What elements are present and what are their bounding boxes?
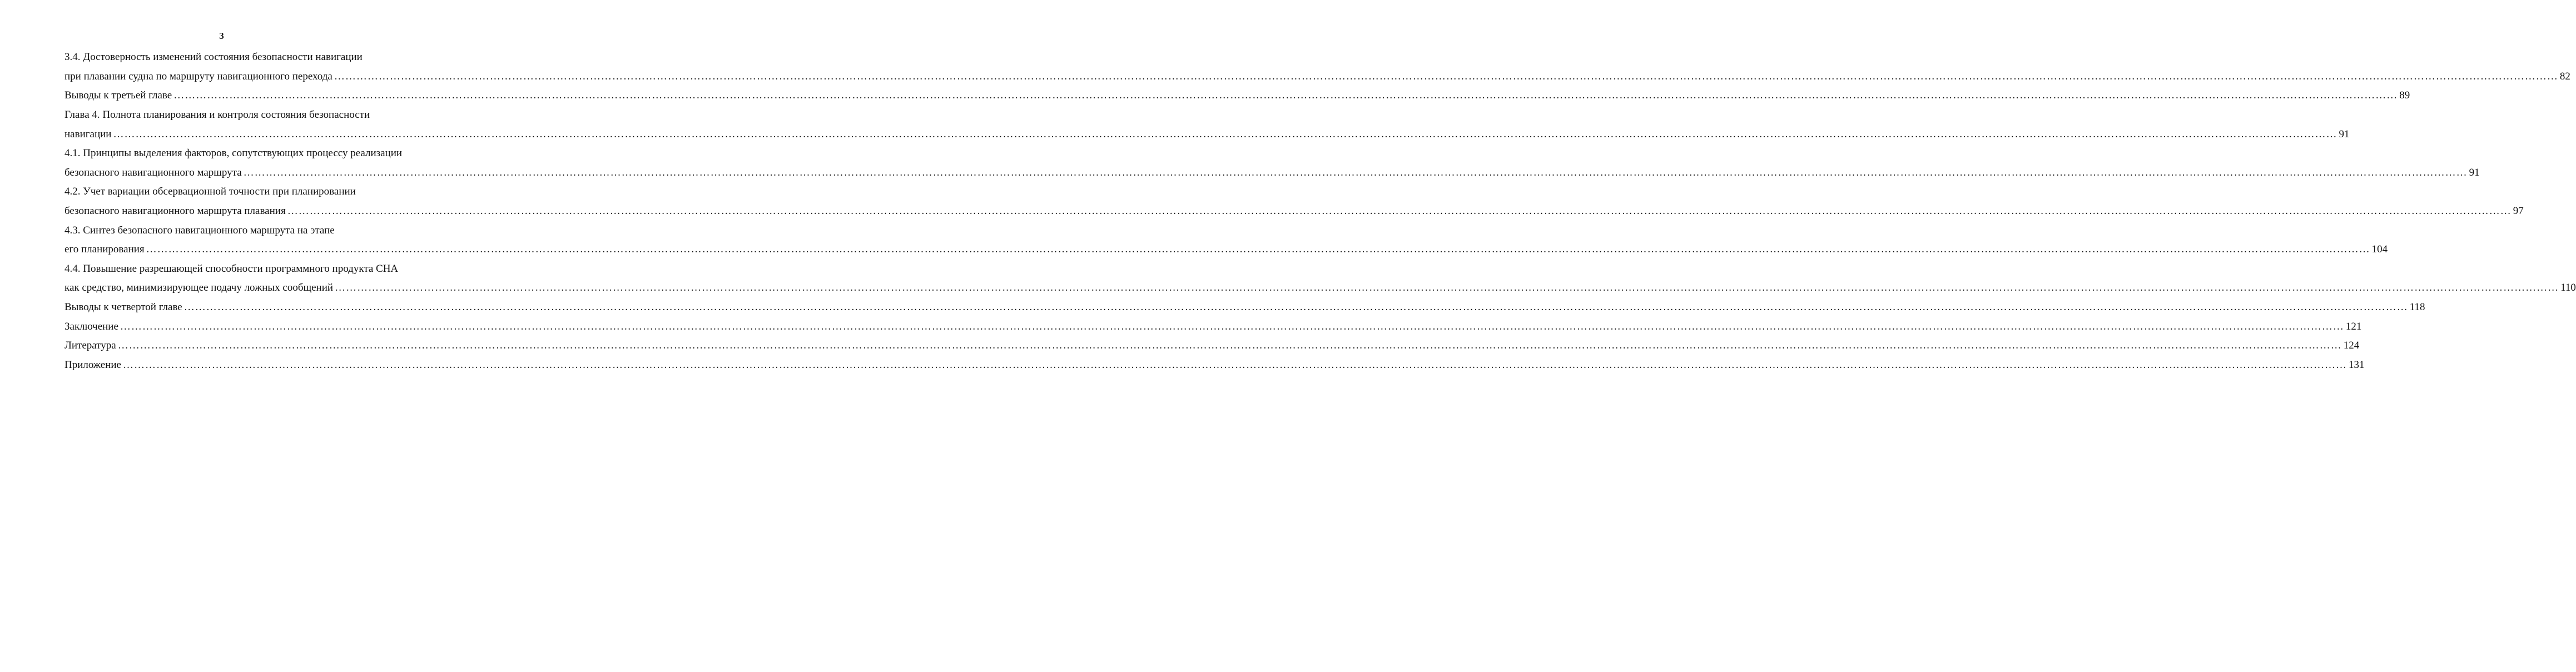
toc-entry[interactable] <box>64 86 2410 106</box>
toc-entry-leader-line <box>64 125 2350 144</box>
toc-entry-leader-line <box>64 240 2388 260</box>
toc-entry-title-line: 3.4. Достоверность изменений состояния безопасности навигации <box>64 51 363 63</box>
toc-entry-leader-line <box>64 336 2360 356</box>
toc-entry-title: при плавании судна по маршруту навигационного перехода <box>64 70 332 82</box>
toc-dot-leader: …………………………………………………………………………………………………………………………………………………………………………………………………………………………………………………………………………………………………………………………………………………………………………………………………………………………………………………………………………………………………………………………………………………… <box>183 301 2408 313</box>
toc-dot-leader: …………………………………………………………………………………………………………………………………………………………………………………………………………………………………………………………………………………………………………………………………………………………………………………………………………………………………………………………………………………………………………………………………………………… <box>334 70 2558 82</box>
toc-entry-page-number: 97 <box>2513 205 2524 217</box>
toc-entry-page-number: 118 <box>2409 301 2425 313</box>
page-number: 3 <box>219 31 224 41</box>
toc-entry-title-line: 4.1. Принципы выделения факторов, сопутствующих процессу реализации <box>64 147 403 160</box>
toc-entry-page-number: 91 <box>2339 128 2350 140</box>
toc-entry-title: его планирования <box>64 243 145 256</box>
toc-entry-title: Выводы к четвертой главе <box>64 301 182 313</box>
toc-entry-page-number: 124 <box>2343 340 2360 352</box>
toc-entry-title: безопасного навигационного маршрута плавания <box>64 205 286 217</box>
toc-dot-leader: …………………………………………………………………………………………………………………………………………………………………………………………………………………………………………………………………………………………………………………………………………………………………………………………………………………………………………………………………………………………………………………………………………………… <box>122 359 2347 371</box>
toc-entry-leader-line <box>64 67 2570 87</box>
toc-entry[interactable] <box>64 260 2576 298</box>
table-of-contents <box>64 48 2576 375</box>
toc-entry-title: Литература <box>64 340 116 352</box>
toc-entry-leader-line <box>64 317 2362 336</box>
toc-entry-leader-line <box>64 278 2576 298</box>
toc-entry[interactable] <box>64 221 2388 259</box>
toc-entry-page-number: 82 <box>2559 70 2570 82</box>
toc-entry[interactable] <box>64 317 2362 336</box>
toc-entry-leader-line <box>64 356 2365 375</box>
toc-entry-title-line: 4.4. Повышение разрешающей способности программного продукта СНА <box>64 262 399 275</box>
toc-entry-page-number: 91 <box>2469 166 2480 178</box>
toc-entry-title-line: Глава 4. Полнота планирования и контроля состояния безопасности <box>64 109 370 121</box>
toc-dot-leader: …………………………………………………………………………………………………………………………………………………………………………………………………………………………………………………………………………………………………………………………………………………………………………………………………………………………………………………………………………………………………………………………………………………… <box>335 282 2559 294</box>
toc-entry[interactable] <box>64 48 2570 86</box>
toc-entry-page-number: 121 <box>2345 320 2362 332</box>
toc-entry-leader-line <box>64 163 2480 183</box>
toc-entry[interactable] <box>64 144 2480 182</box>
toc-entry-leader-line <box>64 298 2425 317</box>
toc-entry-leader-line <box>64 202 2524 221</box>
toc-entry-title-line: 4.2. Учет вариации обсервационной точности при планировании <box>64 186 356 198</box>
toc-dot-leader: …………………………………………………………………………………………………………………………………………………………………………………………………………………………………………………………………………………………………………………………………………………………………………………………………………………………………………………………………………………………………………………………………………………… <box>243 166 2468 178</box>
toc-dot-leader: …………………………………………………………………………………………………………………………………………………………………………………………………………………………………………………………………………………………………………………………………………………………………………………………………………………………………………………………………………………………………………………………………………………… <box>173 89 2398 102</box>
toc-entry-page-number: 110 <box>2560 282 2576 294</box>
toc-dot-leader: …………………………………………………………………………………………………………………………………………………………………………………………………………………………………………………………………………………………………………………………………………………………………………………………………………………………………………………………………………………………………………………………………………………… <box>113 128 2337 140</box>
toc-entry-title-line: 4.3. Синтез безопасного навигационного маршрута на этапе <box>64 224 335 236</box>
toc-entry[interactable] <box>64 336 2360 356</box>
toc-dot-leader: …………………………………………………………………………………………………………………………………………………………………………………………………………………………………………………………………………………………………………………………………………………………………………………………………………………………………………………………………………………………………………………………………………………… <box>287 205 2512 217</box>
toc-dot-leader: …………………………………………………………………………………………………………………………………………………………………………………………………………………………………………………………………………………………………………………………………………………………………………………………………………………………………………………………………………………………………………………………………………………… <box>146 243 2370 256</box>
toc-entry-title: навигации <box>64 128 112 140</box>
toc-entry-page-number: 131 <box>2348 359 2365 371</box>
toc-entry-title: как средство, минимизирующее подачу ложных сообщений <box>64 282 334 294</box>
toc-entry-page-number: 104 <box>2371 243 2388 256</box>
toc-entry[interactable] <box>64 298 2425 317</box>
toc-entry-title: Выводы к третьей главе <box>64 89 172 102</box>
toc-entry[interactable] <box>64 356 2365 375</box>
toc-entry[interactable] <box>64 182 2524 221</box>
toc-entry-title: Заключение <box>64 320 118 332</box>
toc-entry-title: Приложение <box>64 359 121 371</box>
toc-entry-page-number: 89 <box>2399 89 2410 102</box>
toc-entry-title: безопасного навигационного маршрута <box>64 166 242 178</box>
toc-entry-leader-line <box>64 86 2410 106</box>
toc-dot-leader: …………………………………………………………………………………………………………………………………………………………………………………………………………………………………………………………………………………………………………………………………………………………………………………………………………………………………………………………………………………………………………………………………………………… <box>120 320 2344 332</box>
toc-entry[interactable] <box>64 106 2350 144</box>
toc-dot-leader: …………………………………………………………………………………………………………………………………………………………………………………………………………………………………………………………………………………………………………………………………………………………………………………………………………………………………………………………………………………………………………………………………………………… <box>117 340 2342 352</box>
